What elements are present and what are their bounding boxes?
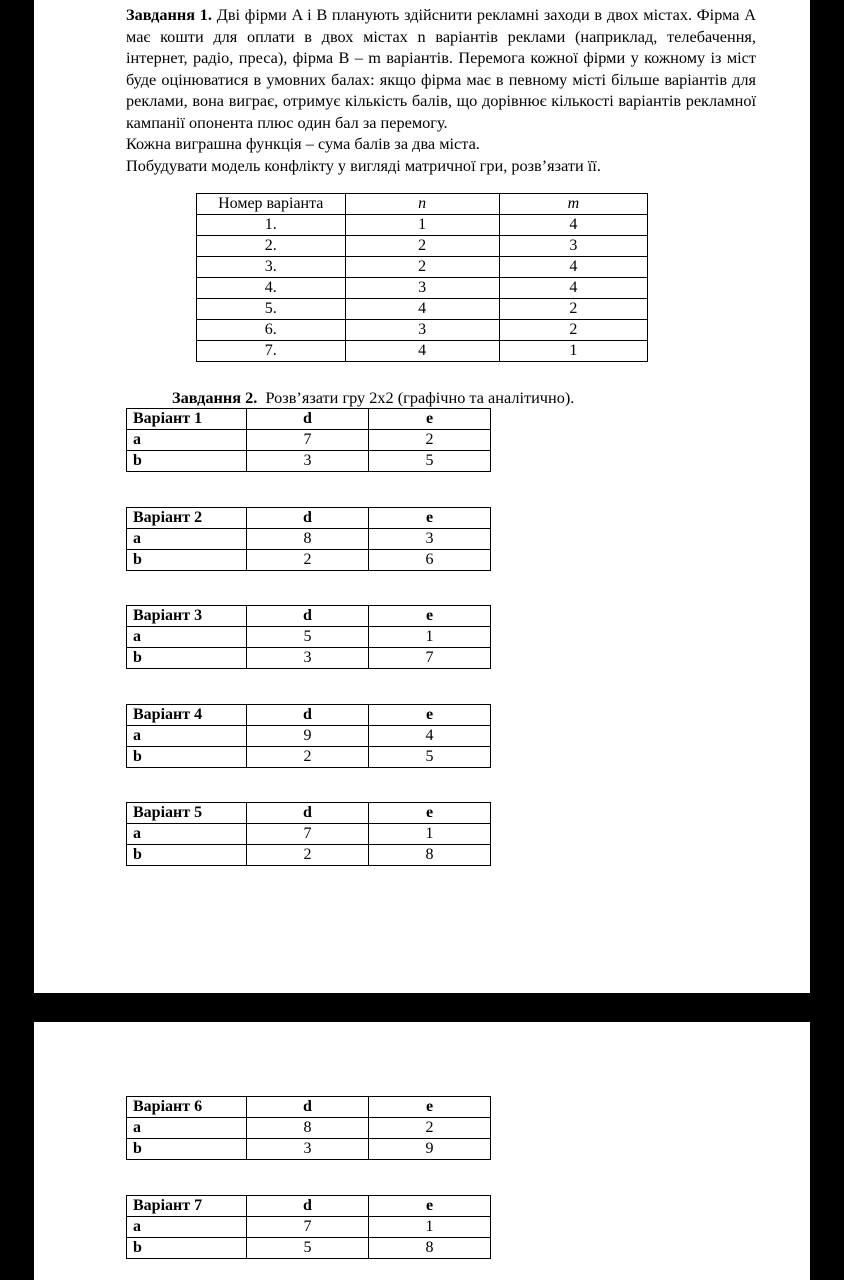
row-label: a [127, 529, 247, 550]
table-cell: 7 [247, 430, 369, 451]
table-row [127, 550, 491, 571]
table-cell: 3 [345, 278, 499, 299]
task2-heading-line [172, 388, 574, 408]
table-header-cell: m [499, 194, 647, 215]
table-cell: 3 [247, 451, 369, 472]
table-cell: 7. [197, 341, 346, 362]
table-cell: 9 [369, 1139, 491, 1160]
table-row [127, 451, 491, 472]
table-cell: 8 [247, 529, 369, 550]
table-cell: 7 [247, 1217, 369, 1238]
variant-header-row [127, 803, 491, 824]
variant-header-row [127, 508, 491, 529]
table-cell: 3 [345, 320, 499, 341]
table-row [127, 824, 491, 845]
table-cell: 7 [247, 824, 369, 845]
table-cell: 2 [369, 430, 491, 451]
table-cell: 4 [499, 278, 647, 299]
table-cell: 8 [369, 845, 491, 866]
variant-name: Варіант 4 [127, 705, 247, 726]
column-label: d [247, 508, 369, 529]
table-row [127, 1238, 491, 1259]
table-cell: 2. [197, 236, 346, 257]
table-cell: 5 [247, 1238, 369, 1259]
row-label: a [127, 430, 247, 451]
row-label: a [127, 824, 247, 845]
task1-line3: Побудувати модель конфлікту у вигляді матричної гри, розв’язати її. [126, 155, 601, 175]
table-row [127, 747, 491, 768]
table-cell: 1 [369, 1217, 491, 1238]
table-cell: 2 [345, 236, 499, 257]
table-cell: 7 [369, 648, 491, 669]
table-cell: 5 [247, 627, 369, 648]
table-cell: 2 [499, 320, 647, 341]
table-cell: 1. [197, 215, 346, 236]
document-page-2 [34, 1022, 810, 1280]
variant-name: Варіант 5 [127, 803, 247, 824]
task1-paragraph [126, 4, 756, 133]
variant-7-table [126, 1195, 491, 1259]
table-row [127, 1118, 491, 1139]
table-row [197, 341, 648, 362]
table-row [127, 648, 491, 669]
table-cell: 1 [345, 215, 499, 236]
table-row [127, 627, 491, 648]
table-cell: 4. [197, 278, 346, 299]
row-label: b [127, 1139, 247, 1160]
column-label: d [247, 409, 369, 430]
table-cell: 1 [369, 627, 491, 648]
variant-name: Варіант 1 [127, 409, 247, 430]
table-header-cell: n [345, 194, 499, 215]
table-cell: 2 [247, 550, 369, 571]
variant-name: Варіант 2 [127, 508, 247, 529]
table-row [197, 278, 648, 299]
table-cell: 4 [345, 299, 499, 320]
table-cell: 2 [499, 299, 647, 320]
table-row [197, 236, 648, 257]
table-cell: 4 [345, 341, 499, 362]
table-cell: 4 [499, 257, 647, 278]
task1-text [126, 4, 756, 176]
table-header-cell: Номер варіанта [197, 194, 346, 215]
column-label: e [369, 606, 491, 627]
column-label: d [247, 1196, 369, 1217]
row-label: a [127, 726, 247, 747]
variant-3-table [126, 605, 491, 669]
column-label: d [247, 1097, 369, 1118]
table-cell: 9 [247, 726, 369, 747]
table-row [197, 299, 648, 320]
variant-header-row [127, 606, 491, 627]
column-label: d [247, 803, 369, 824]
table-row [127, 726, 491, 747]
row-label: a [127, 1217, 247, 1238]
variant-6-table [126, 1096, 491, 1160]
row-label: b [127, 747, 247, 768]
variant-header-row [127, 1196, 491, 1217]
table-header-row [197, 194, 648, 215]
task1-body: Дві фірми A і B планують здійснити рекламні заходи в двох містах. Фірма A має кошти для оплати в двох містах n варіантів реклами (наприклад, телебачення, інтернет, радіо, преса), фірма B – m варіантів. Перемога кожної фірми у кожному із міст буде оцінюватися в умовних балах: якщо фірма має в певному місті більше варіантів для реклами, вона виграє, отримує кількість балів, що дорівнює кількості варіантів рекламної кампанії опонента плюс один бал за перемогу. [126, 5, 756, 132]
column-label: d [247, 705, 369, 726]
table-cell: 1 [369, 824, 491, 845]
column-label: e [369, 508, 491, 529]
column-label: e [369, 1196, 491, 1217]
variant-name: Варіант 3 [127, 606, 247, 627]
row-label: b [127, 1238, 247, 1259]
task1-line2: Кожна виграшна функція – сума балів за два міста. [126, 134, 480, 153]
table-cell: 8 [247, 1118, 369, 1139]
table-row [197, 320, 648, 341]
column-label: d [247, 606, 369, 627]
task2-heading: Завдання 2. [172, 388, 258, 407]
variant-name: Варіант 7 [127, 1196, 247, 1217]
table-cell: 5. [197, 299, 346, 320]
document-page-1 [34, 0, 810, 993]
table-cell: 3 [499, 236, 647, 257]
column-label: e [369, 803, 491, 824]
row-label: a [127, 1118, 247, 1139]
task2-text: Розв’язати гру 2х2 (графічно та аналітично). [265, 388, 575, 407]
row-label: b [127, 550, 247, 571]
table-cell: 2 [247, 845, 369, 866]
row-label: b [127, 451, 247, 472]
variant-header-row [127, 409, 491, 430]
table-cell: 1 [499, 341, 647, 362]
table-row [127, 1139, 491, 1160]
table-cell: 4 [369, 726, 491, 747]
table-row [127, 430, 491, 451]
column-label: e [369, 1097, 491, 1118]
table-cell: 5 [369, 747, 491, 768]
table-row [127, 845, 491, 866]
variant-1-table [126, 408, 491, 472]
variant-5-table [126, 802, 491, 866]
task1-table [196, 193, 648, 362]
table-row [127, 529, 491, 550]
table-cell: 3 [247, 1139, 369, 1160]
column-label: e [369, 705, 491, 726]
table-cell: 3 [247, 648, 369, 669]
variant-header-row [127, 705, 491, 726]
variant-4-table [126, 704, 491, 768]
variant-2-table [126, 507, 491, 571]
variant-name: Варіант 6 [127, 1097, 247, 1118]
table-row [127, 1217, 491, 1238]
table-cell: 2 [369, 1118, 491, 1139]
table-row [197, 215, 648, 236]
variant-header-row [127, 1097, 491, 1118]
table-cell: 4 [499, 215, 647, 236]
table-cell: 3 [369, 529, 491, 550]
column-label: e [369, 409, 491, 430]
row-label: b [127, 648, 247, 669]
table-cell: 6. [197, 320, 346, 341]
table-cell: 2 [345, 257, 499, 278]
task1-heading: Завдання 1. [126, 5, 213, 24]
table-cell: 6 [369, 550, 491, 571]
table-row [197, 257, 648, 278]
table-cell: 5 [369, 451, 491, 472]
row-label: b [127, 845, 247, 866]
table-cell: 8 [369, 1238, 491, 1259]
table-cell: 2 [247, 747, 369, 768]
table-cell: 3. [197, 257, 346, 278]
row-label: a [127, 627, 247, 648]
